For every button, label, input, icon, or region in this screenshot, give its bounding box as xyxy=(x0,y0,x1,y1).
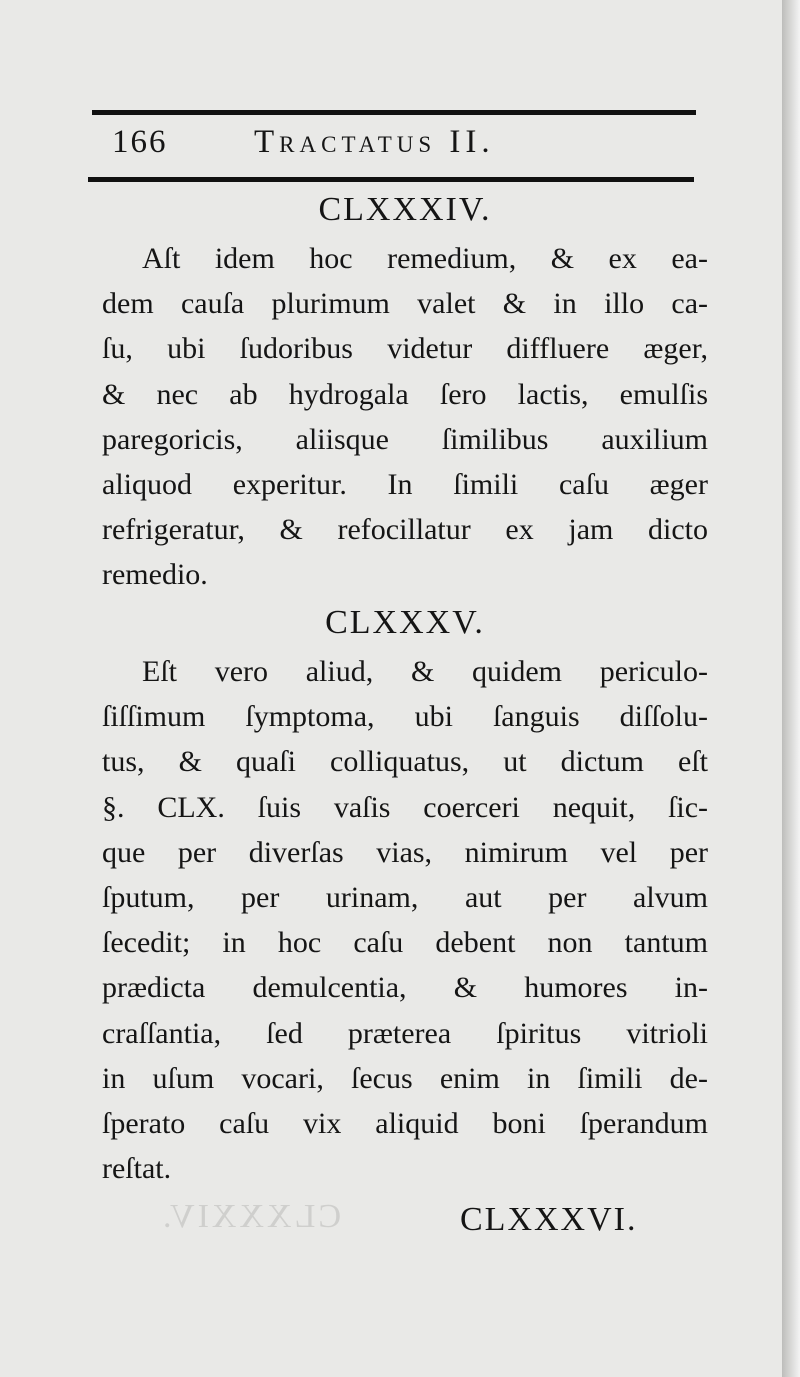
header-top-rule xyxy=(92,110,696,115)
catchword: CLXXXVI. xyxy=(460,1201,638,1238)
text-line: prædicta demulcentia, & humores in- xyxy=(102,971,708,1005)
page-edge xyxy=(782,0,800,1377)
running-title: Tractatus II. xyxy=(254,124,495,160)
text-line: que per diverſas vias, nimirum vel per xyxy=(102,835,708,869)
text-line: Aſt idem hoc remedium, & ex ea- xyxy=(142,242,708,275)
text-line: reſtat. xyxy=(102,1152,172,1186)
section-heading-clxxxv: CLXXXV. xyxy=(325,604,485,641)
text-line: ſu, ubi ſudoribus videtur diffluere æger, xyxy=(102,332,708,366)
text-line: & nec ab hydrogala ſero lactis, emulſis xyxy=(102,377,708,411)
text-line: craſſantia, ſed præterea ſpiritus vitrioli xyxy=(102,1016,708,1050)
show-through-text: CLXXXIV. xyxy=(160,1198,342,1235)
text-line: aliquod experitur. In ſimili caſu æger xyxy=(102,467,708,501)
text-line: paregoricis, aliisque ſimilibus auxilium xyxy=(102,422,708,456)
text-line: Eſt vero aliud, & quidem periculo- xyxy=(142,655,708,688)
text-line: refrigeratur, & refocillatur ex jam dicto xyxy=(102,513,708,547)
paragraph-clxxxv xyxy=(102,649,708,1191)
text-line: ſecedit; in hoc caſu debent non tantum xyxy=(102,926,708,960)
section-heading-clxxxiv: CLXXXIV. xyxy=(318,191,492,228)
text-line: tus, & quaſi colliquatus, ut dictum eſt xyxy=(102,745,708,779)
page-number: 166 xyxy=(112,124,168,160)
text-line: ſputum, per urinam, aut per alvum xyxy=(102,880,708,914)
text-line: §. CLX. ſuis vaſis coerceri nequit, ſic- xyxy=(102,790,708,824)
text-line: remedio. xyxy=(102,558,208,592)
paragraph-clxxxiv xyxy=(102,236,708,598)
text-line: in uſum vocari, ſecus enim in ſimili de- xyxy=(102,1061,708,1095)
text-line: ſiſſimum ſymptoma, ubi ſanguis diſſolu- xyxy=(102,700,708,734)
text-line: dem cauſa plurimum valet & in illo ca- xyxy=(102,287,708,321)
header-bottom-rule xyxy=(88,177,694,182)
running-header xyxy=(112,124,592,166)
text-line: ſperato caſu vix aliquid boni ſperandum xyxy=(102,1106,708,1140)
